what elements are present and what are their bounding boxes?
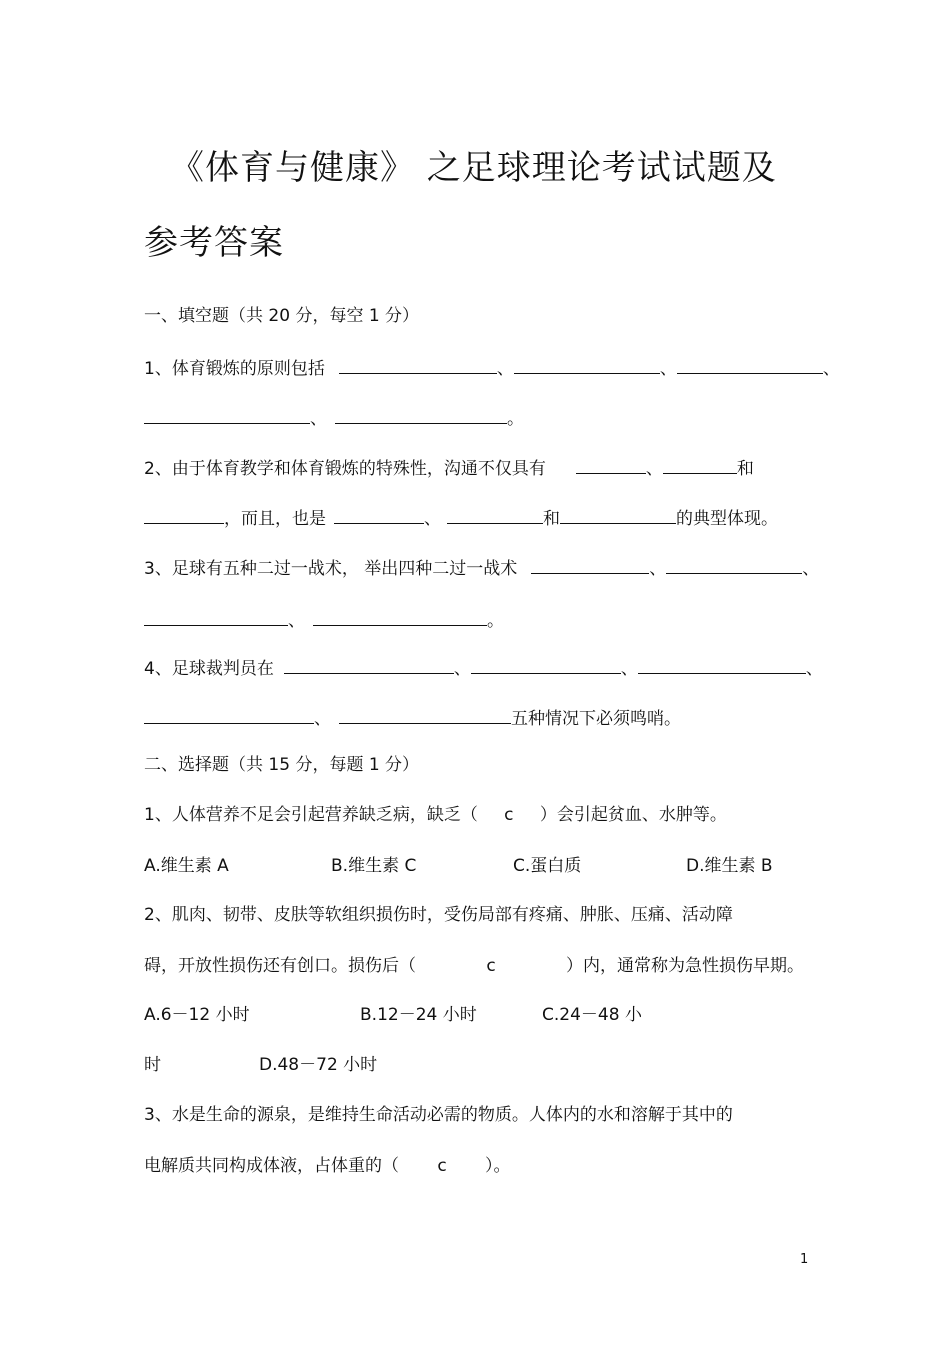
c3-stem-b: ）。 bbox=[485, 1156, 511, 1176]
question-3-line-1 bbox=[144, 555, 819, 579]
q3-sep-3: 、 bbox=[288, 611, 305, 631]
q1-sep-4: 、 bbox=[310, 409, 327, 429]
q3-blank-4[interactable] bbox=[313, 607, 487, 626]
c3-answer: c bbox=[437, 1156, 447, 1176]
q1-blank-4[interactable] bbox=[144, 405, 310, 424]
section-1-heading: 一、填空题（共 20 分，每空 1 分） bbox=[144, 306, 420, 326]
choice-3-stem bbox=[144, 1154, 511, 1178]
c1-stem-a: 1、人体营养不足会引起营养缺乏病，缺乏（ bbox=[144, 805, 478, 825]
c2-option-c-part-1: C.24－48 小 bbox=[542, 1005, 642, 1025]
q4-blank-4[interactable] bbox=[144, 705, 314, 724]
q2-blank-5[interactable] bbox=[447, 505, 543, 524]
q4-end: 五种情况下必须鸣哨。 bbox=[511, 709, 681, 729]
q4-sep-4: 、 bbox=[314, 709, 331, 729]
c2-answer: c bbox=[486, 956, 496, 976]
q4-blank-2[interactable] bbox=[471, 655, 621, 674]
c1-option-b: B.维生素 C bbox=[331, 856, 417, 876]
q4-blank-3[interactable] bbox=[638, 655, 806, 674]
q3-sep-1: 、 bbox=[649, 559, 667, 579]
c1-stem-b: ）会引起贫血、水肿等。 bbox=[539, 805, 727, 825]
c2-stem-a: 碍，开放性损伤还有创口。损伤后（ bbox=[144, 956, 416, 976]
q4-text: 4、足球裁判员在 bbox=[144, 659, 274, 679]
section-2-heading: 二、选择题（共 15 分，每题 1 分） bbox=[144, 755, 420, 775]
q4-blank-5[interactable] bbox=[339, 705, 511, 724]
q3-text: 3、足球有五种二过一战术， 举出四种二过一战术 bbox=[144, 559, 518, 579]
q2-text: 2、由于体育教学和体育锻炼的特殊性，沟通不仅具有 bbox=[144, 459, 546, 479]
c1-answer: c bbox=[504, 805, 514, 825]
q3-blank-2[interactable] bbox=[666, 555, 802, 574]
c3-stem-a: 电解质共同构成体液，占体重的（ bbox=[144, 1156, 399, 1176]
c2-stem-b: ）内，通常称为急性损伤早期。 bbox=[566, 956, 804, 976]
title-line-1: 《体育与健康》 之足球理论考试试题及 bbox=[170, 148, 777, 188]
q2-blank-1[interactable] bbox=[576, 455, 646, 474]
q4-sep-1: 、 bbox=[453, 659, 471, 679]
q2-and-1: 和 bbox=[736, 459, 754, 479]
c1-option-a: A.维生素 A bbox=[144, 856, 229, 876]
q3-blank-1[interactable] bbox=[531, 555, 649, 574]
q3-end: 。 bbox=[487, 611, 504, 631]
question-1-line-1 bbox=[144, 355, 840, 379]
q2-mid: ，而且，也是 bbox=[224, 509, 326, 529]
q3-sep-2: 、 bbox=[802, 559, 820, 579]
question-3-line-2 bbox=[144, 607, 504, 631]
q1-end: 。 bbox=[507, 409, 524, 429]
q4-blank-1[interactable] bbox=[284, 655, 454, 674]
choice-2-line-1: 2、肌肉、韧带、皮肤等软组织损伤时，受伤局部有疼痛、肿胀、压痛、活动障 bbox=[144, 905, 733, 925]
choice-3-line-1: 3、水是生命的源泉，是维持生命活动必需的物质。人体内的水和溶解于其中的 bbox=[144, 1105, 733, 1125]
question-2-line-1 bbox=[144, 455, 754, 479]
c2-option-d: D.48－72 小时 bbox=[259, 1055, 378, 1075]
c1-option-d: D.维生素 B bbox=[686, 856, 773, 876]
q1-sep-2: 、 bbox=[659, 359, 677, 379]
q2-sep-2: 、 bbox=[424, 509, 441, 529]
choice-1-stem bbox=[144, 803, 727, 827]
question-1-line-2 bbox=[144, 405, 524, 429]
q1-blank-5[interactable] bbox=[335, 405, 507, 424]
q2-blank-4[interactable] bbox=[334, 505, 424, 524]
q2-end: 的典型体现。 bbox=[676, 509, 778, 529]
question-2-line-2 bbox=[144, 505, 778, 529]
title-line-2: 参考答案 bbox=[144, 223, 284, 263]
q2-and-2: 和 bbox=[543, 509, 560, 529]
q1-sep-3: 、 bbox=[822, 359, 840, 379]
q4-sep-3: 、 bbox=[805, 659, 823, 679]
q4-sep-2: 、 bbox=[620, 659, 638, 679]
q1-sep-1: 、 bbox=[496, 359, 514, 379]
q2-sep-1: 、 bbox=[645, 459, 663, 479]
q2-blank-2[interactable] bbox=[663, 455, 737, 474]
question-4-line-1 bbox=[144, 655, 823, 679]
q1-text: 1、体育锻炼的原则包括 bbox=[144, 359, 325, 379]
q1-blank-1[interactable] bbox=[339, 355, 497, 374]
c1-option-c: C.蛋白质 bbox=[513, 856, 582, 876]
q2-blank-6[interactable] bbox=[560, 505, 676, 524]
q3-blank-3[interactable] bbox=[144, 607, 288, 626]
choice-2-stem bbox=[144, 954, 804, 978]
q1-blank-3[interactable] bbox=[677, 355, 823, 374]
c2-option-b: B.12－24 小时 bbox=[360, 1005, 477, 1025]
page-number: 1 bbox=[800, 1252, 809, 1267]
c2-option-c-part-2: 时 bbox=[144, 1055, 161, 1075]
q1-blank-2[interactable] bbox=[514, 355, 660, 374]
c2-option-a: A.6－12 小时 bbox=[144, 1005, 250, 1025]
q2-blank-3[interactable] bbox=[144, 505, 224, 524]
question-4-line-2 bbox=[144, 705, 681, 729]
